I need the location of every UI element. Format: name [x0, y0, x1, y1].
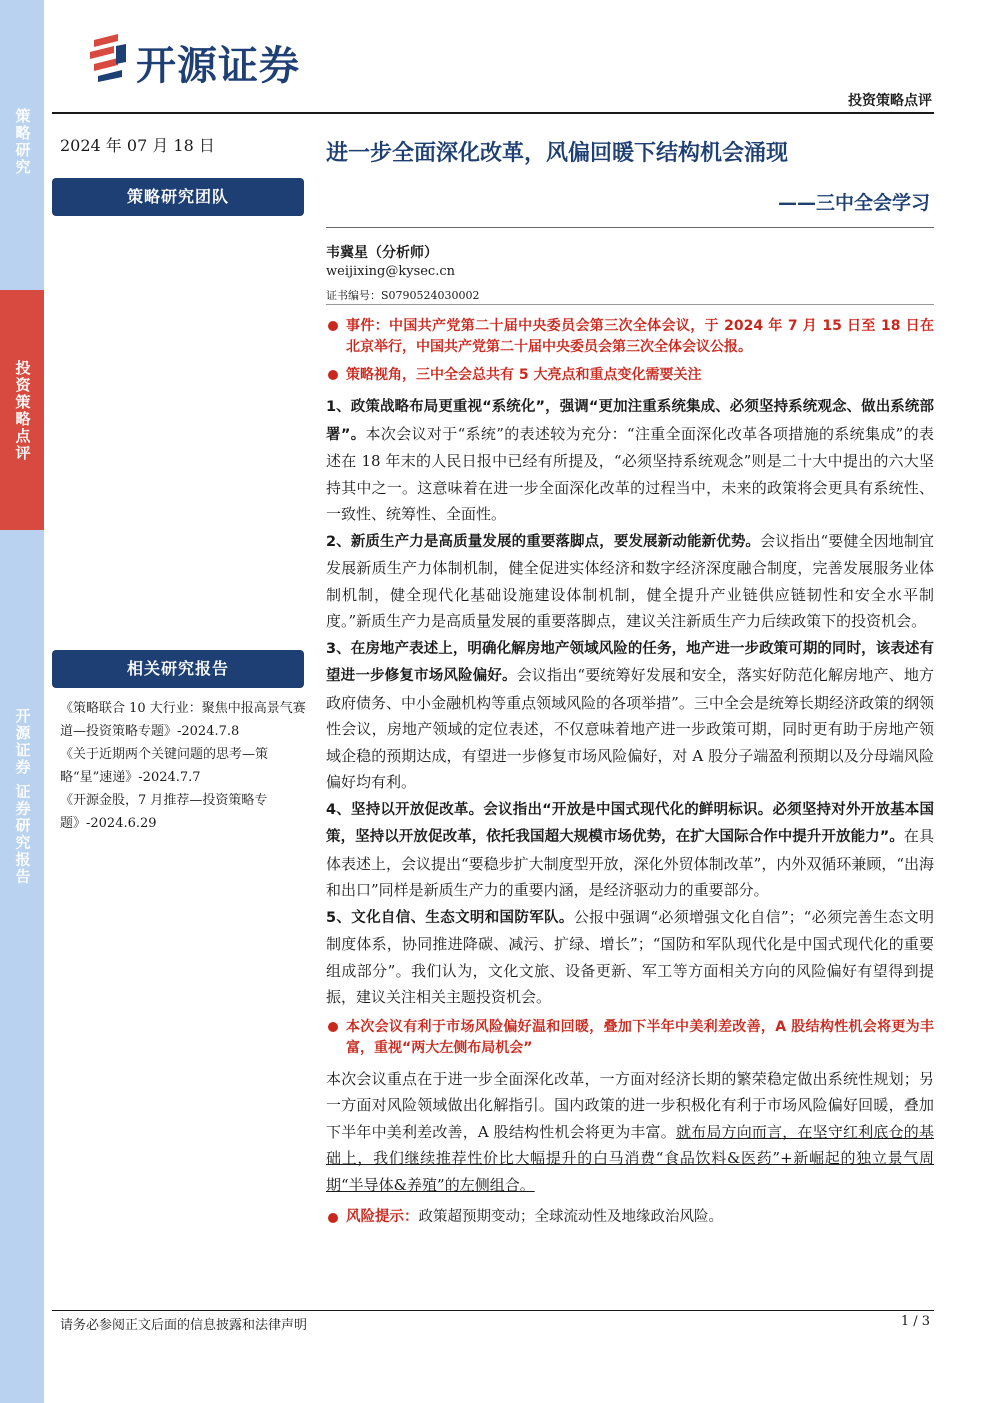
report-subtitle: ——三中全会学习: [777, 192, 930, 214]
related-reports-list: [60, 697, 308, 835]
company-logo: [88, 30, 388, 89]
related-reports-box: 相关研究报告: [52, 650, 304, 688]
footer-disclaimer: 请务必参阅正文后面的信息披露和法律声明: [60, 1318, 308, 1333]
side-strip: [0, 0, 44, 1403]
logo-mark-icon: [88, 32, 128, 82]
related-report-item[interactable]: 《策略联合 10 大行业：聚焦中报高景气赛道—投资策略专题》-2024.7.8: [60, 701, 306, 739]
opportunity-bullet: 本次会议有利于市场风险偏好温和回暖，叠加下半年中美利差改善，A 股结构性机会将更为丰富，重视“两大左侧布局机会”: [326, 1017, 934, 1059]
point-2: 2、新质生产力是高质量发展的重要落脚点，要发展新动能新优势。会议指出“要健全因地制宜发展新质生产力体制机制，健全促进实体经济和数字经济深度融合制度，完善发展服务业体制机制，健全现代化基础设施建设体制机制，健全提升产业链供应链韧性和安全水平制度。”新质生产力是高质量发展的重要落脚点，建议关注新质生产力后续政策下的投资机会。: [326, 531, 935, 630]
footer-divider: [52, 1310, 934, 1311]
point-4: 4、坚持以开放促改革。会议指出“开放是中国式现代化的鲜明标识。必须坚持对外开放基本国策，坚持以开放促改革，依托我国超大规模市场优势，在扩大国际合作中提升开放能力”。在具体表述上，会议提出“要稳步扩大制度型开放，深化外贸体制改革”，内外双循环兼顾，“出海和出口”同样是新质生产力的重要内涵，是经济驱动力的重要部分。: [326, 801, 935, 899]
point-5: 5、文化自信、生态文明和国防军队。公报中强调“必须增强文化自信”；“必须完善生态文明制度体系，协同推进降碳、减污、扩绿、增长”；“国防和军队现代化是中国式现代化的重要组成部分”。我们认为，文化文旅、设备更新、军工等方面相关方向的风险偏好有望得到提振，建议关注相关主题投资机会。: [326, 907, 934, 1006]
strategy-bullet: 策略视角，三中全会总共有 5 大亮点和重点变化需要关注: [326, 365, 934, 386]
bullet-dot-icon: [328, 370, 338, 380]
event-bullet: 事件：中国共产党第二十届中央委员会第三次全体会议，于 2024 年 7 月 15 日至 18 日在北京举行，中国共产党第二十届中央委员会第三次全体会议公报。: [326, 316, 934, 358]
bullet-dot-icon: [328, 1213, 338, 1223]
risk-note: 风险提示：政策超预期变动；全球流动性及地缘政治风险。: [326, 1204, 934, 1231]
bullet-dot-icon: [328, 321, 338, 331]
analyst-divider: [326, 304, 934, 305]
analyst-name: 韦冀星（分析师）: [326, 245, 438, 261]
point-3: 3、在房地产表述上，明确化解房地产领域风险的任务，地产进一步政策可期的同时，该表述有望进一步修复市场风险偏好。会议指出“要统筹好发展和安全，落实好防范化解房地产、地方政府债务、中小金融机构等重点领域风险的各项举措”。三中全会是统筹长期经济政策的纲领性会议，房地产领域的定位表述，不仅意味着地产进一步政策可期，同时更有助于房地产领域企稳的预期达成，有望进一步修复市场风险偏好，对 A 股分子端盈利预期以及分母端风险偏好均有利。: [326, 640, 934, 791]
point-1: 1、政策战略布局更重视“系统化”，强调“更加注重系统集成、必须坚持系统观念、做出系统部署”。本次会议对于“系统”的表述较为充分：“注重全面深化改革各项措施的系统集成”的表述在 18 年末的人民日报中已经有所提及，“必须坚持系统观念”则是二十大中提出的六大坚持其中之一。这意味着在进一步全面深化改革的过程当中，未来的政策将会更具有系统性、一致性、统筹性、全面性。: [326, 399, 934, 523]
related-report-item[interactable]: 《关于近期两个关键问题的思考—策略“星”速递》-2024.7.7: [60, 747, 269, 785]
side-label-company: 开源证券 证券研究报告: [0, 530, 44, 1403]
report-type-label: 投资策略点评: [848, 93, 932, 109]
company-name: 开源证券: [136, 43, 300, 89]
side-label-strategy: 策略研究: [0, 100, 44, 290]
analyst-email[interactable]: weijixing@kysec.cn: [326, 264, 456, 279]
bullet-dot-icon: [328, 1022, 338, 1032]
conclusion-paragraph: 本次会议重点在于进一步全面深化改革，一方面对经济长期的繁荣稳定做出系统性规划；另一方面对风险领域做出化解指引。国内政策的进一步积极化有利于市场风险偏好回暖，叠加下半年中美利差改善，A 股结构性机会将更为丰富。就布局方向而言，在坚守红利底仓的基础上，我们继续推荐性价比大幅提升的白马消费“食品饮料&医药”+新崛起的独立景气周期“半导体&养殖”的左侧组合。: [326, 1069, 934, 1194]
side-label-report-type: 投资策略点评: [0, 290, 44, 530]
analyst-cert: 证书编号：S0790524030002: [326, 289, 480, 302]
report-title: 进一步全面深化改革，风偏回暖下结构机会涌现: [326, 141, 789, 166]
report-body: [326, 316, 934, 1231]
related-report-item[interactable]: 《开源金股，7 月推荐—投资策略专题》-2024.6.29: [60, 793, 268, 831]
team-label-box: 策略研究团队: [52, 178, 304, 216]
page-number: 1 / 3: [900, 1314, 930, 1329]
header-divider: [52, 112, 934, 114]
title-divider: [326, 227, 934, 228]
report-date: 2024 年 07 月 18 日: [60, 136, 215, 155]
